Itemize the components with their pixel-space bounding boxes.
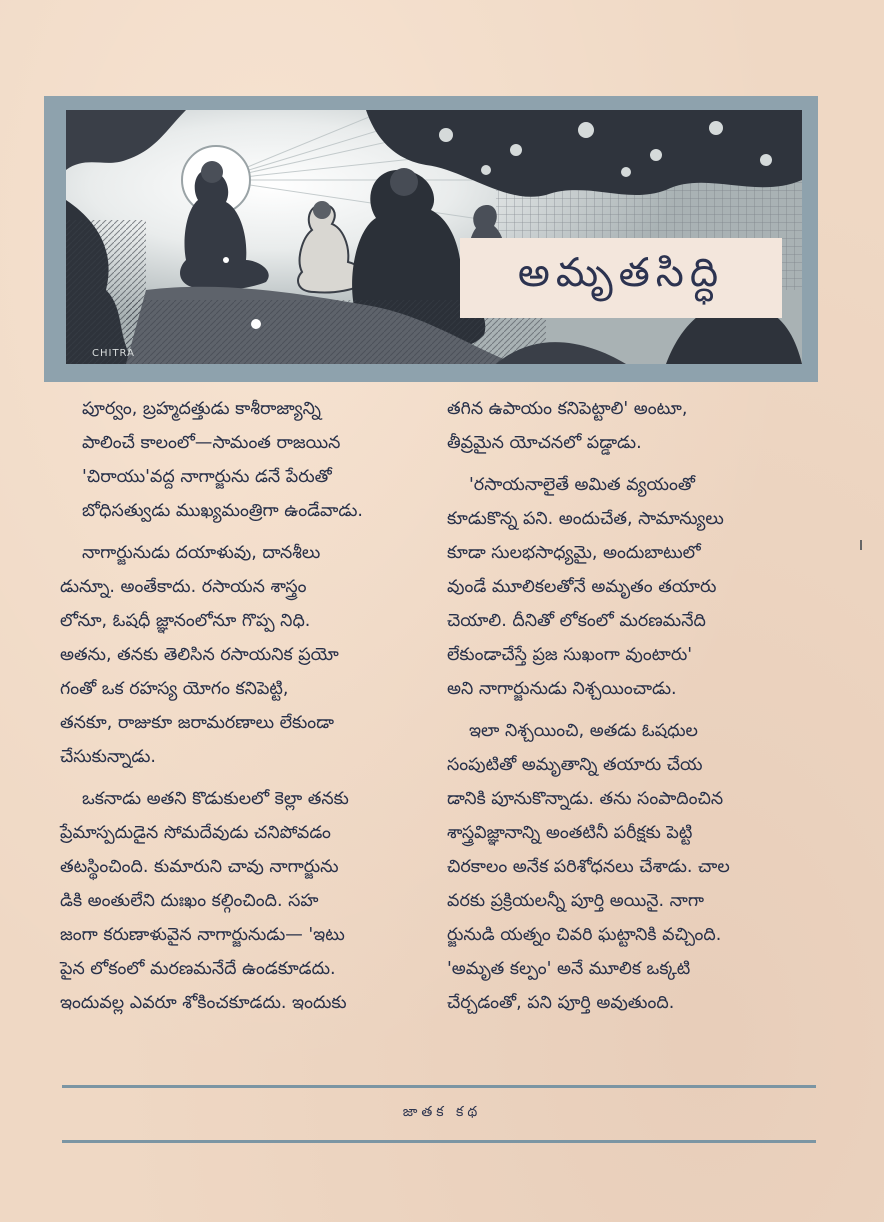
text-line: ఒకనాడు అతని కొడుకులలో కెల్లా తనకు	[82, 789, 349, 809]
text-line: ప్రేమాస్పదుడైన సోమదేవుడు చనిపోవడం	[60, 823, 331, 843]
text-line: అతను, తనకు తెలిసిన రసాయనిక ప్రయో	[60, 645, 339, 665]
text-line: తగిన ఉపాయం కనిపెట్టాలి' అంటూ,	[447, 399, 688, 419]
text-line: పైన లోకంలో మరణమనేదే ఉండకూడదు.	[60, 959, 336, 979]
artist-signature: CHITRA	[92, 348, 135, 359]
text-line: పాలించే కాలంలో—సామంత రాజయిన	[82, 433, 341, 453]
paragraph-4	[447, 392, 817, 460]
paragraph-3	[60, 782, 420, 1020]
text-line: పూర్వం, బ్రహ్మదత్తుడు కాశీరాజ్యాన్ని	[82, 399, 321, 419]
text-line: 'అమృత కల్పం' అనే మూలిక ఒక్కటి	[447, 959, 691, 979]
text-line: డున్నూ. అంతేకాదు. రసాయన శాస్త్రం	[60, 577, 307, 597]
text-line: డానికి పూనుకొన్నాడు. తను సంపాదించిన	[447, 789, 724, 809]
footer-rule-top	[62, 1085, 816, 1088]
text-line: లేకుండాచేస్తే ప్రజ సుఖంగా వుంటారు'	[447, 645, 693, 665]
text-line: తటస్థించింది. కుమారుని చావు నాగార్జును	[60, 857, 339, 877]
footer-rule-bottom	[62, 1140, 816, 1143]
text-line: ర్జునుడి యత్నం చివరి ఘట్టానికి వచ్చింది.	[447, 925, 722, 945]
text-line: ఇందువల్ల ఎవరూ శోకించకూడదు. ఇందుకు	[60, 993, 347, 1013]
story-title: అమృతసిద్ధి	[460, 238, 782, 318]
text-line: చేర్చడంతో, పని పూర్తి అవుతుంది.	[447, 993, 675, 1013]
text-line: చిరకాలం అనేక పరిశోధనలు చేశాడు. చాల	[447, 857, 730, 877]
paragraph-2	[60, 536, 420, 774]
text-line: నాగార్జునుడు దయాళువు, దానశీలు	[82, 543, 321, 563]
text-line: లోనూ, ఓషధీ జ్ఞానంలోనూ గొప్ప నిధి.	[60, 611, 311, 631]
text-line: వరకు ప్రక్రియలన్నీ పూర్తి అయినై. నాగా	[447, 891, 704, 911]
left-column	[60, 392, 420, 1028]
text-line: ఇలా నిశ్చయించి, అతడు ఓషధుల	[469, 721, 698, 741]
text-line: అని నాగార్జునుడు నిశ్చయించాడు.	[447, 679, 677, 699]
text-line: 'రసాయనాలైతే అమిత వ్యయంతో	[469, 475, 695, 495]
margin-mark	[860, 540, 862, 550]
text-line: చేసుకున్నాడు.	[60, 747, 156, 767]
text-line: వుండే మూలికలతోనే అమృతం తయారు	[447, 577, 717, 597]
right-column	[447, 392, 817, 1028]
paragraph-1	[60, 392, 420, 528]
paragraph-6	[447, 714, 817, 1020]
illustration-art	[66, 110, 802, 364]
text-line: డికి అంతులేని దుఃఖం కల్గించింది. సహ	[60, 891, 319, 911]
text-line: కూడా సులభసాధ్యమై, అందుబాటులో	[447, 543, 701, 563]
paragraph-5	[447, 468, 817, 706]
text-line: సంపుటితో అమృతాన్ని తయారు చేయ	[447, 755, 703, 775]
text-line: తనకూ, రాజుకూ జరామరణాలు లేకుండా	[60, 713, 334, 733]
text-line: కూడుకొన్న పని. అందుచేత, సామాన్యులు	[447, 509, 724, 529]
text-line: శాస్త్రవిజ్ఞానాన్ని అంతటినీ పరీక్షకు పెట్టి	[447, 823, 693, 843]
page-footer: జాతక కథ	[402, 1104, 482, 1120]
text-line: బోధిసత్వుడు ముఖ్యమంత్రిగా ఉండేవాడు.	[82, 501, 363, 521]
text-line: చెయాలి. దీనితో లోకంలో మరణమనేది	[447, 611, 706, 631]
text-line: జంగా కరుణాళువైన నాగార్జునుడు— 'ఇటు	[60, 925, 345, 945]
text-line: 'చిరాయు'వద్ద నాగార్జును డనే పేరుతో	[82, 467, 332, 487]
text-line: తీవ్రమైన యోచనలో పడ్డాడు.	[447, 433, 642, 453]
text-line: గంతో ఒక రహస్య యోగం కనిపెట్టి,	[60, 679, 289, 699]
